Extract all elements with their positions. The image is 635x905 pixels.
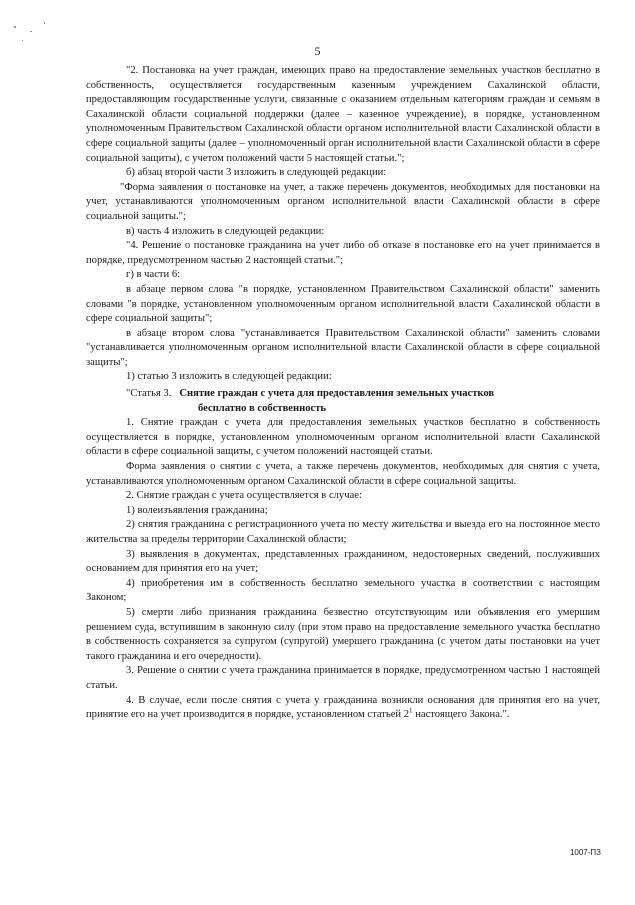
- paragraph-item-g: г) в части 6:: [126, 269, 181, 281]
- article-paragraph-1: 1. Снятие граждан с учета для предоставления земельных участков бесплатно в собственность осуществляется в порядке, установленном уполномоченным органом исполнительной власти Сахалинской области в сфере социальной защиты, с учетом положений настоящей статьи.: [86, 417, 600, 458]
- paragraph-part-2: "2. Постановка на учет граждан, имеющих право на предоставление земельных участков бесплатно в собственность, осуществляется государственным казенным учреждением Сахалинской области, предоставляющим государственные услуги, связанные с оказанием отдельным категориям граждан и семьям в Сахалинской области социальной поддержки (далее – казенное учреждение), в порядке, установленном уполномоченным Правительством Сахалинской области органом исполнительной власти Сахалинской области в сфере социальной защиты (далее – уполномоченный орган исполнительной власти Сахалинской области в сфере социальной защиты), с учетом положений части 5 настоящей статьи.";: [86, 65, 600, 164]
- paragraph-quote-form: "Форма заявления о постановке на учет, а также перечень документов, необходимых для постановки на учет, устанавливаются уполномоченным органом исполнительной власти Сахалинской области в сфере социальной защиты.";: [86, 181, 600, 222]
- article-title-line2: бесплатно в собственность: [198, 402, 327, 414]
- scan-speck: [22, 40, 23, 41]
- article-heading: [86, 387, 600, 416]
- paragraph-4-end: настоящего Закона.".: [412, 709, 510, 721]
- article-case-3: 3) выявления в документах, представленных гражданином, недостоверных сведений, послуживших основанием для принятия его на учет;: [86, 548, 600, 575]
- paragraph-quote-part-4: "4. Решение о постановке гражданина на учет либо об отказе в постановке его на учет принимается в порядке, предусмотренном частью 2 настоящей статьи.";: [86, 240, 600, 266]
- article-case-5: 5) смерти либо признания гражданина безвестно отсутствующим или объявления его умершим решением суда, вступившим в законную силу (при этом право на предоставление земельного участка бесплатно в собственность сохраняется за супругом (супругой) умершего гражданина (с учетом даты постановки на учет такого гражданина и его очередности).: [86, 606, 600, 662]
- paragraph-abzac-1: в абзаце первом слова "в порядке, установленном Правительством Сахалинской области" заменить словами "в порядке, установленном уполномоченным органом исполнительной власти Сахалинской области в сфере социальной защиты";: [86, 283, 600, 325]
- document-body: [86, 64, 600, 723]
- page-number: 5: [314, 44, 321, 58]
- article-case-1: 1) волеизъявления гражданина;: [126, 504, 268, 516]
- paragraph-4-text: 4. В случае, если после снятия с учета у гражданина возникли основания для принятия его на учет, принятие его на учет производится в порядке, установленном статьей 2: [86, 694, 600, 721]
- article-case-2: 2) снятия гражданина с регистрационного учета по месту жительства и выезда его на постоянное место жительства за пределы территории Сахалинской области;: [86, 519, 600, 545]
- scan-speck: [44, 22, 45, 24]
- scan-speck: [30, 31, 32, 32]
- superscript: 1: [409, 706, 413, 715]
- paragraph-item-1: 1) статью 3 изложить в следующей редакции:: [126, 371, 332, 383]
- article-paragraph-4: [86, 694, 600, 723]
- paragraph-item-v: в) часть 4 изложить в следующей редакции:: [126, 225, 325, 237]
- article-paragraph-form: Форма заявления о снятии с учета, а также перечень документов, необходимых для снятия с учета, устанавливаются уполномоченным органом Сахалинской области в сфере социальной защиты.: [86, 461, 600, 487]
- article-paragraph-3: 3. Решение о снятии с учета гражданина принимается в порядке, предусмотренном частью 1 настоящей статьи.: [86, 665, 600, 691]
- document-id: 1007-ПЗ: [569, 848, 601, 857]
- article-paragraph-2: 2. Снятие граждан с учета осуществляется в случае:: [126, 490, 362, 502]
- article-case-4: 4) приобретения им в собственность бесплатно земельного участка в соответствии с настоящим Законом;: [86, 577, 600, 604]
- article-title-line1: Снятие граждан с учета для предоставления земельных участков: [179, 388, 495, 400]
- paragraph-item-b: б) абзац второй части 3 изложить в следующей редакции:: [126, 167, 387, 179]
- paragraph-abzac-2: в абзаце втором слова "устанавливается Правительством Сахалинской области" заменить словами "устанавливается уполномоченным органом исполнительной власти Сахалинской области в сфере социальной защиты";: [86, 327, 600, 368]
- scan-speck: [14, 26, 16, 28]
- article-label: "Статья 3.: [126, 388, 172, 400]
